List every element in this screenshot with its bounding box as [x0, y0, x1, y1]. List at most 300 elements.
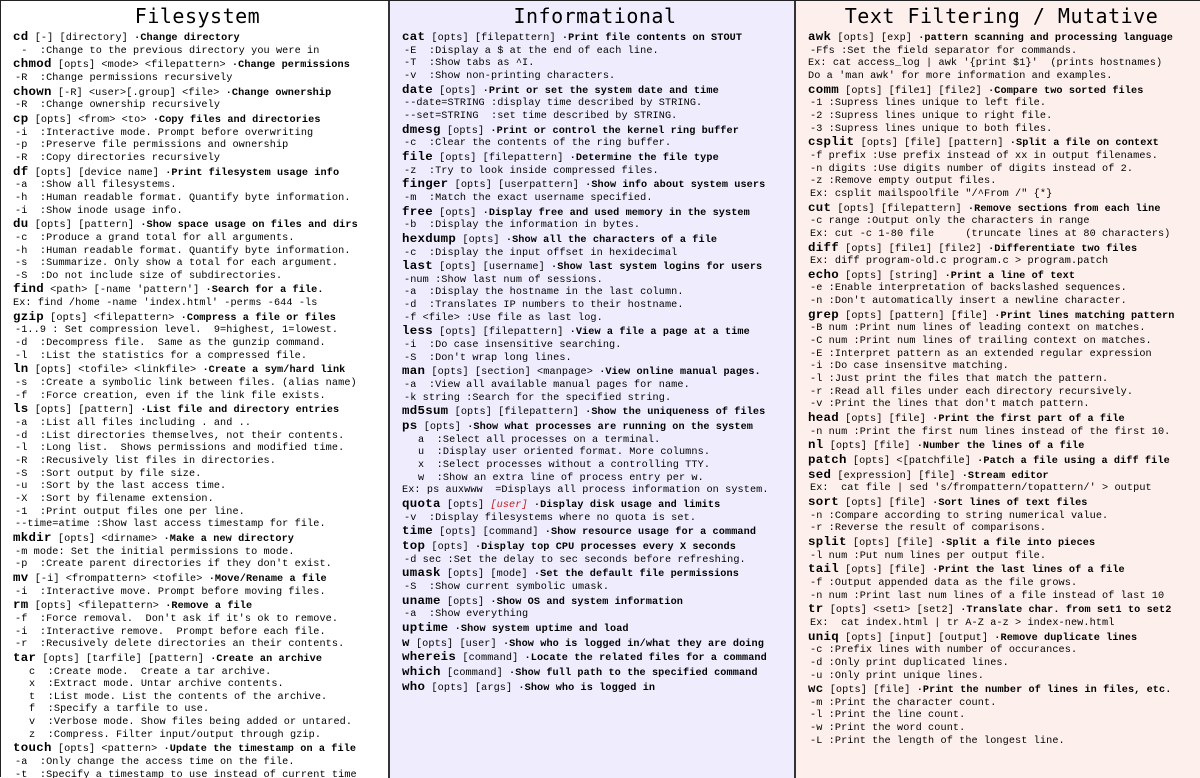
- command-entry: [402, 622, 788, 637]
- command-syntax: [opts] [filepattern]: [432, 327, 570, 339]
- command-header: [808, 631, 1195, 646]
- command-description: ·Print lines matching pattern: [994, 310, 1175, 322]
- command-header: [808, 683, 1195, 698]
- command-entry: [808, 412, 1195, 439]
- command-header: [402, 365, 788, 380]
- option-line: Ex: find /home -name 'index.html' -perms -644 -ls: [13, 298, 318, 310]
- column-title: Text Filtering / Mutative: [844, 4, 1159, 28]
- option-line: w :Show an extra line of process entry per w.: [418, 472, 704, 484]
- option-line: -R :Recusively list files in directories.: [15, 456, 276, 467]
- command-header: [808, 309, 1195, 324]
- option-line: -n :Compare according to string numerical value.: [810, 510, 1109, 522]
- command-header: [808, 563, 1195, 578]
- command-entry: [808, 309, 1195, 412]
- option-line: --date=STRING :display time described by STRING.: [404, 98, 703, 110]
- command-entry: [402, 124, 788, 151]
- command-entry: [808, 439, 1195, 454]
- command-description: ·View online manual pages.: [599, 367, 761, 379]
- command-header: [808, 242, 1195, 257]
- option-line: -n num :Print the first num lines instead of the first 10.: [810, 426, 1171, 438]
- command-list: [13, 31, 382, 778]
- command-header: [808, 454, 1195, 469]
- command-description: ·Print the first part of a file: [932, 414, 1125, 426]
- command-header: [402, 498, 788, 513]
- command-header: [808, 496, 1195, 511]
- command-syntax: [opts] <filepattern>: [43, 312, 181, 324]
- command-name: gzip: [13, 309, 44, 324]
- option-line: v :Verbose mode. Show files being added or untared.: [29, 717, 353, 729]
- command-name: whereis: [402, 650, 457, 665]
- option-line: -S :Show current symbolic umask.: [404, 581, 610, 593]
- command-name: w: [402, 635, 410, 650]
- command-description: ·Differentiate two files: [988, 243, 1138, 255]
- command-description: ·Change directory: [134, 33, 240, 44]
- command-description: ·Show space usage on files and dirs: [140, 220, 358, 232]
- command-list: [808, 31, 1195, 748]
- command-name: csplit: [808, 135, 855, 150]
- command-name: awk: [808, 30, 832, 44]
- command-syntax: [opts] [file]: [823, 685, 917, 697]
- option-line: Ex: csplit mailspoolfile "/^From /" {*}: [810, 188, 1053, 200]
- option-line: a :Select all processes on a terminal.: [418, 434, 661, 446]
- option-line: -z :Try to look inside compressed files.: [404, 165, 659, 177]
- option-line: -1..9 : Set compression level. 9=highest, 1=lowest.: [15, 325, 339, 337]
- command-syntax-highlight: [user]: [490, 499, 528, 511]
- command-entry: [402, 666, 788, 681]
- command-syntax: [opts] <filepattern>: [28, 601, 166, 613]
- option-line: -r :Reverse the result of comparisons.: [810, 523, 1047, 535]
- command-description: ·Create a sym/hard link: [202, 365, 346, 377]
- command-syntax: [command]: [456, 653, 525, 665]
- option-line: -u :Sort by the last access time.: [15, 481, 227, 493]
- option-line: -m :Print the character count.: [810, 697, 997, 709]
- command-name: who: [402, 679, 426, 694]
- command-header: [13, 31, 382, 46]
- option-line: -i :Show inode usage info.: [15, 205, 183, 217]
- command-entry: [13, 532, 382, 572]
- command-syntax: [opts] [pattern]: [28, 405, 141, 417]
- command-header: [402, 405, 788, 420]
- option-line: -2 :Supress lines unique to right file.: [810, 110, 1053, 122]
- option-line: -3 :Supress lines unique to both files.: [810, 123, 1053, 135]
- command-syntax: [opts] [file]: [823, 441, 917, 453]
- option-line: -m mode: Set the initial permissions to mode.: [15, 546, 295, 558]
- option-line: -a :View all available manual pages for name.: [404, 380, 690, 392]
- option-line: -l :Print the line count.: [810, 710, 966, 722]
- command-description: ·Translate char. from set1 to set2: [960, 605, 1172, 617]
- command-syntax: [opts] [pattern]: [28, 220, 141, 232]
- command-description: ·Show all the characters of a file: [505, 234, 718, 246]
- option-line: Ex: cat index.html | tr A-Z a-z > index-new.html: [810, 617, 1115, 629]
- command-entry: [402, 365, 788, 405]
- command-entry: [13, 86, 382, 113]
- command-syntax: [opts]: [440, 125, 491, 137]
- command-description: ·Split a file on context: [1009, 138, 1159, 150]
- option-line: -d sec :Set the delay to sec seconds before refreshing.: [404, 554, 746, 566]
- command-entry: [13, 742, 382, 778]
- command-entry: [13, 218, 382, 283]
- command-syntax: [opts] [filepattern]: [425, 33, 562, 44]
- command-syntax: [opts] [input] [output]: [838, 632, 995, 644]
- command-syntax: [opts] [file]: [838, 497, 933, 509]
- command-name: grep: [808, 307, 839, 322]
- option-line: -i :Do case insensitive searching.: [404, 340, 622, 352]
- command-description: ·Move/Rename a file: [208, 573, 327, 585]
- command-header: [808, 269, 1195, 284]
- option-line: -1 :Print output files one per line.: [15, 506, 245, 518]
- command-entry: [808, 563, 1195, 603]
- command-name: tail: [808, 562, 839, 577]
- command-entry: [402, 540, 788, 567]
- command-header: [402, 420, 788, 435]
- option-line: -T :Show tabs as ^I.: [404, 58, 535, 70]
- command-syntax: [opts]: [417, 422, 468, 434]
- option-line: x :Select processes without a controlling TTY.: [418, 460, 711, 471]
- option-line: -c :Prefix lines with number of occurances.: [810, 645, 1078, 657]
- command-entry: [808, 454, 1195, 469]
- command-entry: [13, 403, 382, 532]
- command-syntax: [-] [directory]: [28, 33, 135, 44]
- option-line: -v :Display filesystems where no quota is set.: [404, 512, 697, 524]
- command-syntax: [opts]: [440, 499, 491, 511]
- command-name: uptime: [402, 620, 449, 635]
- command-description: ·Show last system logins for users: [551, 262, 763, 274]
- command-description: ·Show OS and system information: [490, 596, 684, 608]
- option-line: -i :Interactive mode. Prompt before overwriting: [15, 127, 314, 139]
- command-entry: [13, 113, 382, 166]
- command-description: ·Determine the file type: [569, 152, 719, 164]
- command-description: ·pattern scanning and processing language: [918, 33, 1173, 44]
- command-name: cd: [13, 30, 29, 44]
- command-entry: [402, 260, 788, 325]
- command-header: [402, 206, 788, 221]
- command-syntax: [opts] <mode> <filepattern>: [51, 60, 232, 72]
- command-header: [13, 311, 382, 326]
- command-name: ps: [402, 419, 418, 434]
- option-line: -w :Print the word count.: [810, 723, 966, 735]
- command-entry: [402, 84, 788, 124]
- command-entry: [808, 631, 1195, 684]
- option-line: -f :Output appended data as the file grows.: [810, 577, 1078, 589]
- command-name: umask: [402, 566, 441, 581]
- command-header: [808, 536, 1195, 551]
- option-line: -l :List the statistics for a compressed file.: [15, 350, 308, 362]
- command-header: [402, 124, 788, 139]
- command-name: ls: [13, 402, 29, 417]
- option-line: -S :Sort output by file size.: [15, 468, 202, 480]
- option-line: u :Display user oriented format. More columns.: [418, 447, 711, 459]
- command-header: [402, 651, 788, 666]
- command-entry: [402, 498, 788, 525]
- command-name: sed: [808, 467, 832, 482]
- option-line: - :Change to the previous directory you were in: [15, 45, 320, 57]
- option-line: -b :Display the information in bytes.: [404, 220, 641, 232]
- command-syntax: [opts] [string]: [838, 270, 945, 282]
- option-line: -v :Show non-printing characters.: [404, 70, 616, 82]
- command-header: [13, 599, 382, 614]
- option-line: -f :Force creation, even if the link file exists.: [15, 390, 326, 402]
- command-name: cut: [808, 200, 832, 215]
- command-description: ·Show who is logged in: [518, 682, 656, 694]
- command-description: ·Print filesystem usage info: [165, 167, 340, 179]
- command-syntax: [opts] [file1] [file2]: [838, 85, 989, 97]
- option-line: t :List mode. List the contents of the archive.: [29, 691, 328, 703]
- command-name: tar: [13, 650, 37, 665]
- command-description: ·Print the last lines of a file: [932, 565, 1125, 577]
- command-description: ·Remove a file: [165, 601, 253, 613]
- command-description: ·Change ownership: [225, 87, 332, 99]
- command-header: [13, 403, 382, 418]
- command-entry: [402, 405, 788, 420]
- option-line: -R :Change ownership recursively: [15, 100, 221, 112]
- option-line: -E :Interpret pattern as an extended regular expression: [810, 348, 1152, 360]
- command-syntax: [opts] [mode]: [440, 569, 534, 581]
- command-syntax: [opts] [device name]: [28, 167, 166, 179]
- command-entry: [402, 420, 788, 498]
- command-name: md5sum: [402, 404, 449, 419]
- option-line: z :Compress. Filter input/output through gzip.: [29, 729, 322, 741]
- command-syntax: [opts] <dirname>: [51, 533, 164, 545]
- command-name: file: [402, 149, 433, 164]
- command-description: ·Display top CPU processes every X seconds: [474, 541, 736, 553]
- command-header: [402, 595, 788, 610]
- command-header: [13, 218, 382, 233]
- command-syntax: [opts] [user]: [409, 638, 503, 650]
- command-header: [13, 58, 382, 73]
- command-description: ·Show full path to the specified command: [509, 667, 758, 679]
- command-header: [402, 666, 788, 681]
- column-title: Filesystem: [134, 4, 261, 28]
- option-line: -L :Print the length of the longest line.: [810, 735, 1065, 747]
- command-syntax: [opts]: [440, 596, 491, 608]
- command-name: which: [402, 664, 441, 679]
- option-line: -num :Show last num of sessions.: [404, 274, 603, 286]
- command-header: [808, 202, 1195, 217]
- command-syntax: [opts] [filepattern]: [448, 407, 586, 419]
- command-name: man: [402, 364, 426, 379]
- option-line: -m :Match the exact username specified.: [404, 192, 653, 204]
- command-description: ·List file and directory entries: [140, 405, 340, 417]
- command-description: ·Display disk usage and limits: [527, 499, 721, 511]
- command-description: ·Print the number of lines in files, etc.: [916, 685, 1172, 697]
- command-name: less: [402, 324, 433, 339]
- option-line: -k string :Search for the specified string.: [404, 392, 672, 404]
- command-description: ·Print or control the kernel ring buffer: [490, 125, 739, 137]
- command-entry: [402, 151, 788, 178]
- command-description: ·Set the default file permissions: [533, 569, 739, 581]
- command-entry: [13, 166, 382, 219]
- command-description: ·Remove sections from each line: [967, 203, 1161, 215]
- command-description: ·Create an archive: [210, 653, 323, 665]
- command-header: [402, 637, 788, 652]
- command-name: mv: [13, 570, 29, 585]
- command-name: patch: [808, 453, 847, 467]
- option-line: -a :Show everything: [404, 609, 529, 621]
- column-text-filtering: [796, 1, 1200, 778]
- command-syntax: [opts] <pattern>: [51, 744, 164, 756]
- command-name: finger: [402, 177, 449, 192]
- command-header: [808, 136, 1195, 151]
- command-description: ·Show who is logged in/what they are doing: [502, 638, 764, 650]
- command-entry: [808, 603, 1195, 630]
- option-line: -R :Change permissions recursively: [15, 72, 233, 84]
- command-header: [808, 84, 1195, 99]
- option-line: -r :Read all files under each directory recursively.: [810, 386, 1134, 398]
- command-description: ·Compare two sorted files: [988, 85, 1144, 97]
- command-name: cat: [402, 30, 426, 44]
- command-name: chmod: [13, 57, 52, 72]
- command-entry: [402, 637, 788, 652]
- option-line: -1 :Supress lines unique to left file.: [810, 98, 1047, 110]
- command-header: [808, 439, 1195, 454]
- command-header: [13, 283, 382, 298]
- command-syntax: [opts] [filepattern]: [831, 203, 968, 215]
- command-description: ·Remove duplicate lines: [994, 632, 1138, 644]
- option-line: Ex: ps auxwww =Displays all process information on system.: [402, 485, 769, 497]
- option-line: -n digits :Use digits number of digits instead of 2.: [810, 163, 1134, 175]
- command-name: split: [808, 534, 847, 549]
- column-filesystem: [1, 1, 390, 778]
- command-header: [13, 363, 382, 378]
- command-name: quota: [402, 496, 441, 511]
- command-description: ·Sort lines of text files: [932, 497, 1088, 509]
- option-line: -s :Create a symbolic link between files. (alias name): [15, 378, 357, 390]
- command-name: hexdump: [402, 231, 457, 246]
- option-line: -l :Long list. Shows permissions and modified time.: [15, 443, 345, 455]
- option-line: -c range :Output only the characters in range: [810, 216, 1090, 228]
- option-line: -u :Only print unique lines.: [810, 670, 984, 682]
- option-line: c :Create mode. Create a tar archive.: [29, 666, 272, 678]
- column-informational: [390, 1, 796, 778]
- option-line: -i :Do case insensitve matching.: [810, 361, 1009, 373]
- command-entry: [13, 58, 382, 85]
- command-name: nl: [808, 438, 824, 453]
- option-line: -i :Interactive move. Prompt before moving files.: [15, 586, 326, 598]
- command-name: ln: [13, 362, 29, 377]
- option-line: -S :Do not include size of subdirectories.: [15, 270, 283, 282]
- command-description: ·Print file contents on STOUT: [561, 33, 743, 44]
- command-name: df: [13, 164, 29, 179]
- command-entry: [402, 178, 788, 205]
- option-line: -d :Decompress file. Same as the gunzip command.: [15, 338, 326, 350]
- command-description: ·Change permissions: [231, 60, 350, 72]
- option-line: -d :Translates IP numbers to their hostname.: [404, 300, 684, 312]
- option-line: -X :Sort by filename extension.: [15, 493, 214, 505]
- command-syntax: [opts]: [432, 85, 483, 97]
- command-name: du: [13, 217, 29, 232]
- command-header: [402, 233, 788, 248]
- option-line: -B num :Print num lines of leading context on matches.: [810, 323, 1146, 335]
- command-description: ·Copy files and directories: [152, 114, 321, 126]
- command-syntax: [-R] <user>[.group] <file>: [51, 87, 226, 99]
- option-line: -C num :Print num lines of trailing context on matches.: [810, 336, 1152, 348]
- option-line: -n num :Print last num lines of a file instead of last 10: [810, 590, 1165, 602]
- command-entry: [808, 469, 1195, 496]
- command-name: find: [13, 282, 44, 297]
- command-description: ·Show system uptime and load: [454, 623, 629, 635]
- command-name: free: [402, 204, 433, 219]
- command-name: cp: [13, 111, 29, 126]
- command-description: ·Split a file into pieces: [939, 537, 1096, 549]
- command-entry: [13, 31, 382, 58]
- command-header: [13, 742, 382, 757]
- command-entry: [402, 567, 788, 594]
- command-header: [808, 31, 1195, 46]
- command-syntax: [opts] <set1> [set2]: [823, 605, 961, 617]
- command-syntax: [opts] <[patchfile]: [846, 456, 978, 467]
- command-entry: [808, 536, 1195, 563]
- command-syntax: [opts] [section] <manpage>: [425, 367, 600, 379]
- command-name: last: [402, 259, 433, 274]
- command-description: ·Make a new directory: [163, 533, 295, 545]
- command-name: chown: [13, 84, 52, 99]
- command-header: [402, 622, 788, 637]
- command-name: dmesg: [402, 122, 441, 137]
- option-line: Ex: diff program-old.c program.c > program.patch: [810, 256, 1109, 268]
- option-line: Ex: cat access_log | awk '{print $1}' (prints hostnames): [808, 58, 1163, 70]
- command-entry: [402, 681, 788, 696]
- command-name: comm: [808, 82, 839, 97]
- command-entry: [808, 496, 1195, 536]
- command-name: touch: [13, 741, 52, 756]
- column-title: Informational: [513, 4, 677, 28]
- command-description: ·Stream editor: [961, 470, 1049, 482]
- command-name: rm: [13, 598, 29, 613]
- command-header: [402, 151, 788, 166]
- command-entry: [13, 652, 382, 743]
- command-syntax: [opts] [file1] [file2]: [838, 243, 989, 255]
- command-syntax: [opts] [command]: [432, 527, 545, 539]
- command-entry: [808, 683, 1195, 748]
- command-name: tr: [808, 602, 824, 617]
- command-syntax: [opts] <tofile> <linkfile>: [28, 365, 203, 377]
- option-line: -a :Show all filesystems.: [15, 180, 177, 192]
- command-header: [402, 325, 788, 340]
- option-line: -p :Preserve file permissions and ownership: [15, 140, 289, 152]
- option-line: -E :Display a $ at the end of each line.: [404, 45, 659, 57]
- command-entry: [13, 311, 382, 364]
- command-entry: [13, 363, 382, 403]
- option-line: -a :Only change the access time on the file.: [15, 757, 295, 769]
- command-entry: [808, 136, 1195, 201]
- command-name: time: [402, 524, 433, 539]
- option-line: -R :Copy directories recursively: [15, 152, 221, 164]
- command-header: [13, 86, 382, 101]
- option-line: -h :Human readable format. Quantify byte information.: [15, 192, 351, 204]
- command-name: date: [402, 82, 433, 97]
- command-name: diff: [808, 240, 839, 255]
- command-header: [402, 260, 788, 275]
- command-syntax: [opts] [file]: [846, 537, 940, 549]
- command-header: [13, 166, 382, 181]
- command-description: ·View a file a page at a time: [569, 327, 750, 339]
- command-header: [402, 84, 788, 99]
- option-line: -s :Summarize. Only show a total for each argument.: [15, 258, 339, 270]
- command-syntax: [opts] [exp]: [831, 33, 919, 44]
- command-syntax: [opts]: [456, 234, 506, 246]
- option-line: -z :Remove empty output files.: [810, 176, 997, 188]
- command-header: [402, 178, 788, 193]
- command-description: ·Compress a file or files: [180, 312, 336, 324]
- command-header: [808, 412, 1195, 427]
- command-entry: [13, 599, 382, 652]
- command-entry: [402, 525, 788, 540]
- command-syntax: [expression] [file]: [831, 470, 962, 482]
- command-syntax: [opts] [file] [pattern]: [854, 138, 1010, 150]
- command-entry: [402, 325, 788, 365]
- command-entry: [402, 651, 788, 666]
- command-description: ·Number the lines of a file: [916, 441, 1085, 453]
